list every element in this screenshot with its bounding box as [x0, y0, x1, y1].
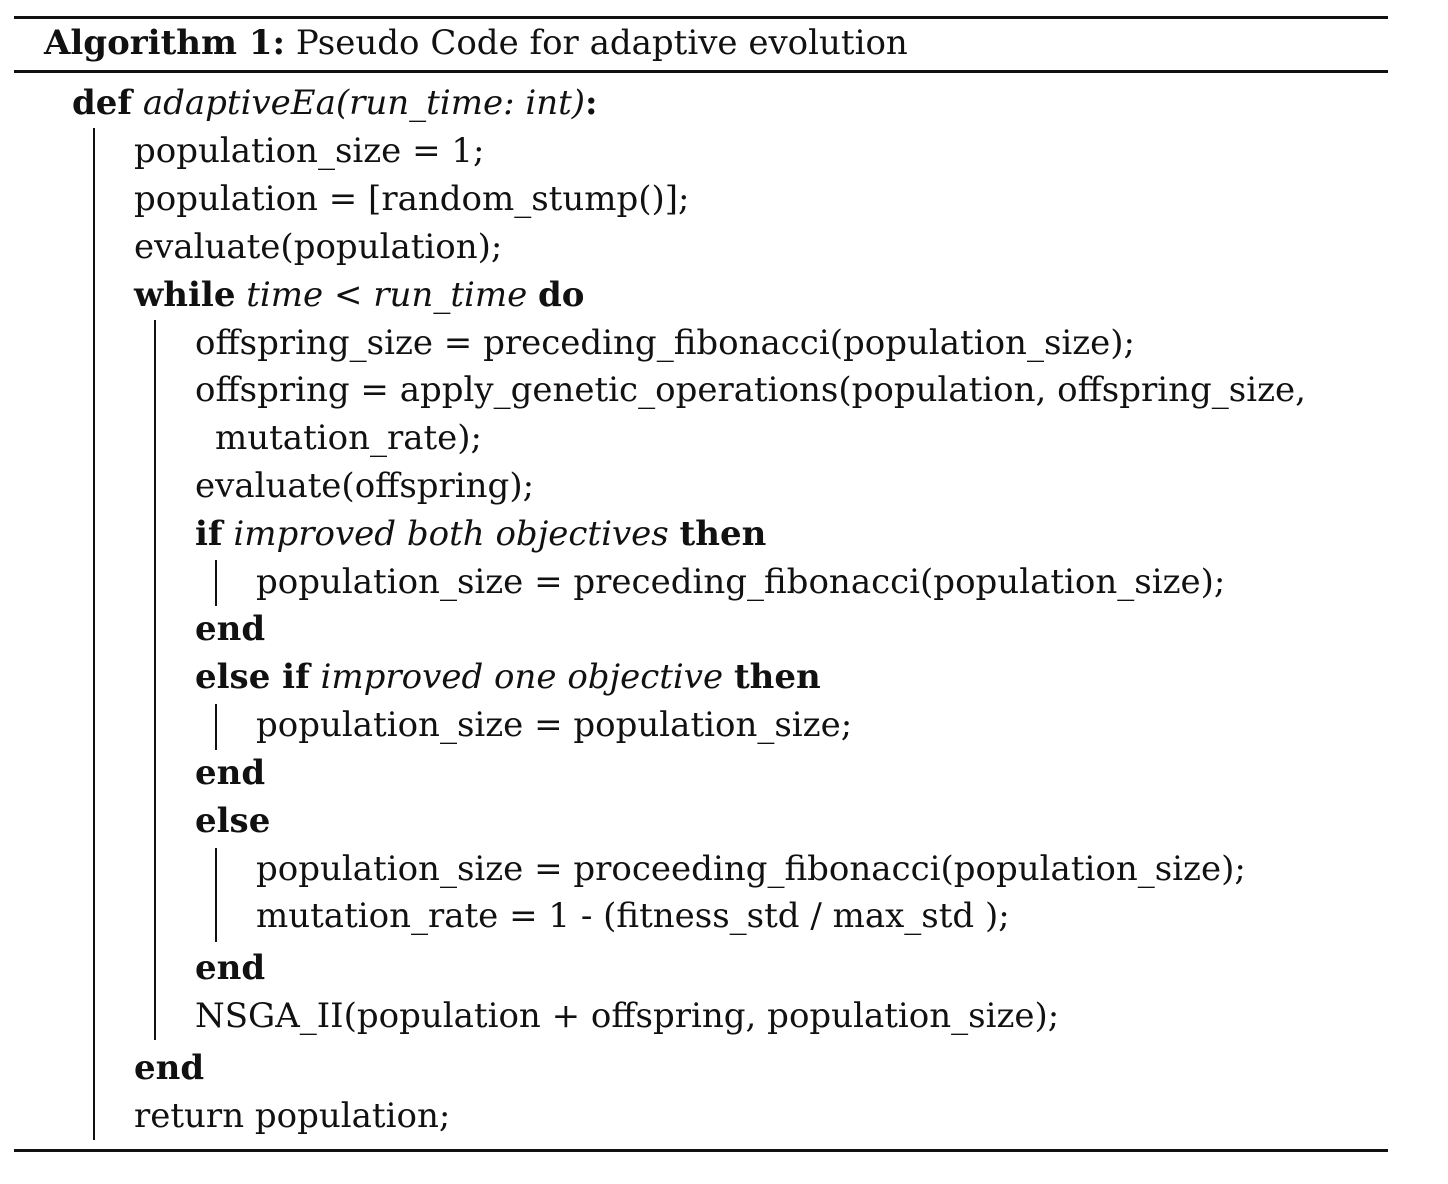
code-line-5-cont: mutation_rate); [215, 418, 483, 458]
code-line-12: return population; [134, 1096, 451, 1136]
if-keyword: if [195, 514, 223, 554]
code-line-7: population_size = preceding_fibonacci(population_size); [256, 562, 1226, 602]
end-else-keyword: end [195, 948, 266, 988]
if-block-bar [215, 560, 217, 606]
algorithm-caption: Pseudo Code for adaptive evolution [295, 23, 908, 63]
do-keyword: do [538, 275, 585, 315]
end-while-keyword: end [134, 1048, 205, 1088]
elseif-block-bar [215, 704, 217, 750]
elseif-line [195, 657, 821, 697]
def-keyword: def [72, 83, 133, 123]
def-block-bar [93, 128, 95, 1140]
code-line-11: NSGA_II(population + offspring, population_size); [195, 996, 1060, 1036]
code-line-1: population_size = 1; [134, 131, 485, 171]
bottom-rule [14, 1149, 1388, 1152]
algorithm-label: Algorithm 1: [44, 23, 286, 63]
code-line-8: population_size = population_size; [256, 705, 853, 745]
algorithm-title [44, 22, 908, 64]
while-line [134, 275, 584, 315]
code-line-3: evaluate(population); [134, 227, 503, 267]
end-if-keyword: end [195, 609, 266, 649]
while-condition: time < run_time [246, 275, 528, 315]
header-rule [14, 70, 1388, 73]
def-line [72, 83, 598, 123]
if-condition: improved both objectives [233, 514, 669, 554]
def-colon: : [585, 83, 598, 123]
if-line [195, 514, 766, 554]
while-block-bar [154, 320, 156, 1040]
else-keyword: else [195, 801, 271, 841]
else-block-bar [215, 848, 217, 942]
code-line-9: population_size = proceeding_fibonacci(population_size); [256, 849, 1246, 889]
top-rule [14, 16, 1388, 19]
elseif-keyword: else if [195, 657, 310, 697]
code-line-4: offspring_size = preceding_fibonacci(population_size); [195, 323, 1136, 363]
then-keyword-2: then [733, 657, 821, 697]
then-keyword: then [679, 514, 767, 554]
code-line-10: mutation_rate = 1 - (fitness_std / max_std ); [256, 896, 1010, 936]
code-line-2: population = [random_stump()]; [134, 179, 690, 219]
code-line-5: offspring = apply_genetic_operations(population, offspring_size, [195, 370, 1306, 410]
def-signature: adaptiveEa(run_time: int) [142, 83, 586, 123]
end-elseif-keyword: end [195, 753, 266, 793]
code-line-6: evaluate(offspring); [195, 466, 535, 506]
elseif-condition: improved one objective [320, 657, 724, 697]
while-keyword: while [134, 275, 236, 315]
